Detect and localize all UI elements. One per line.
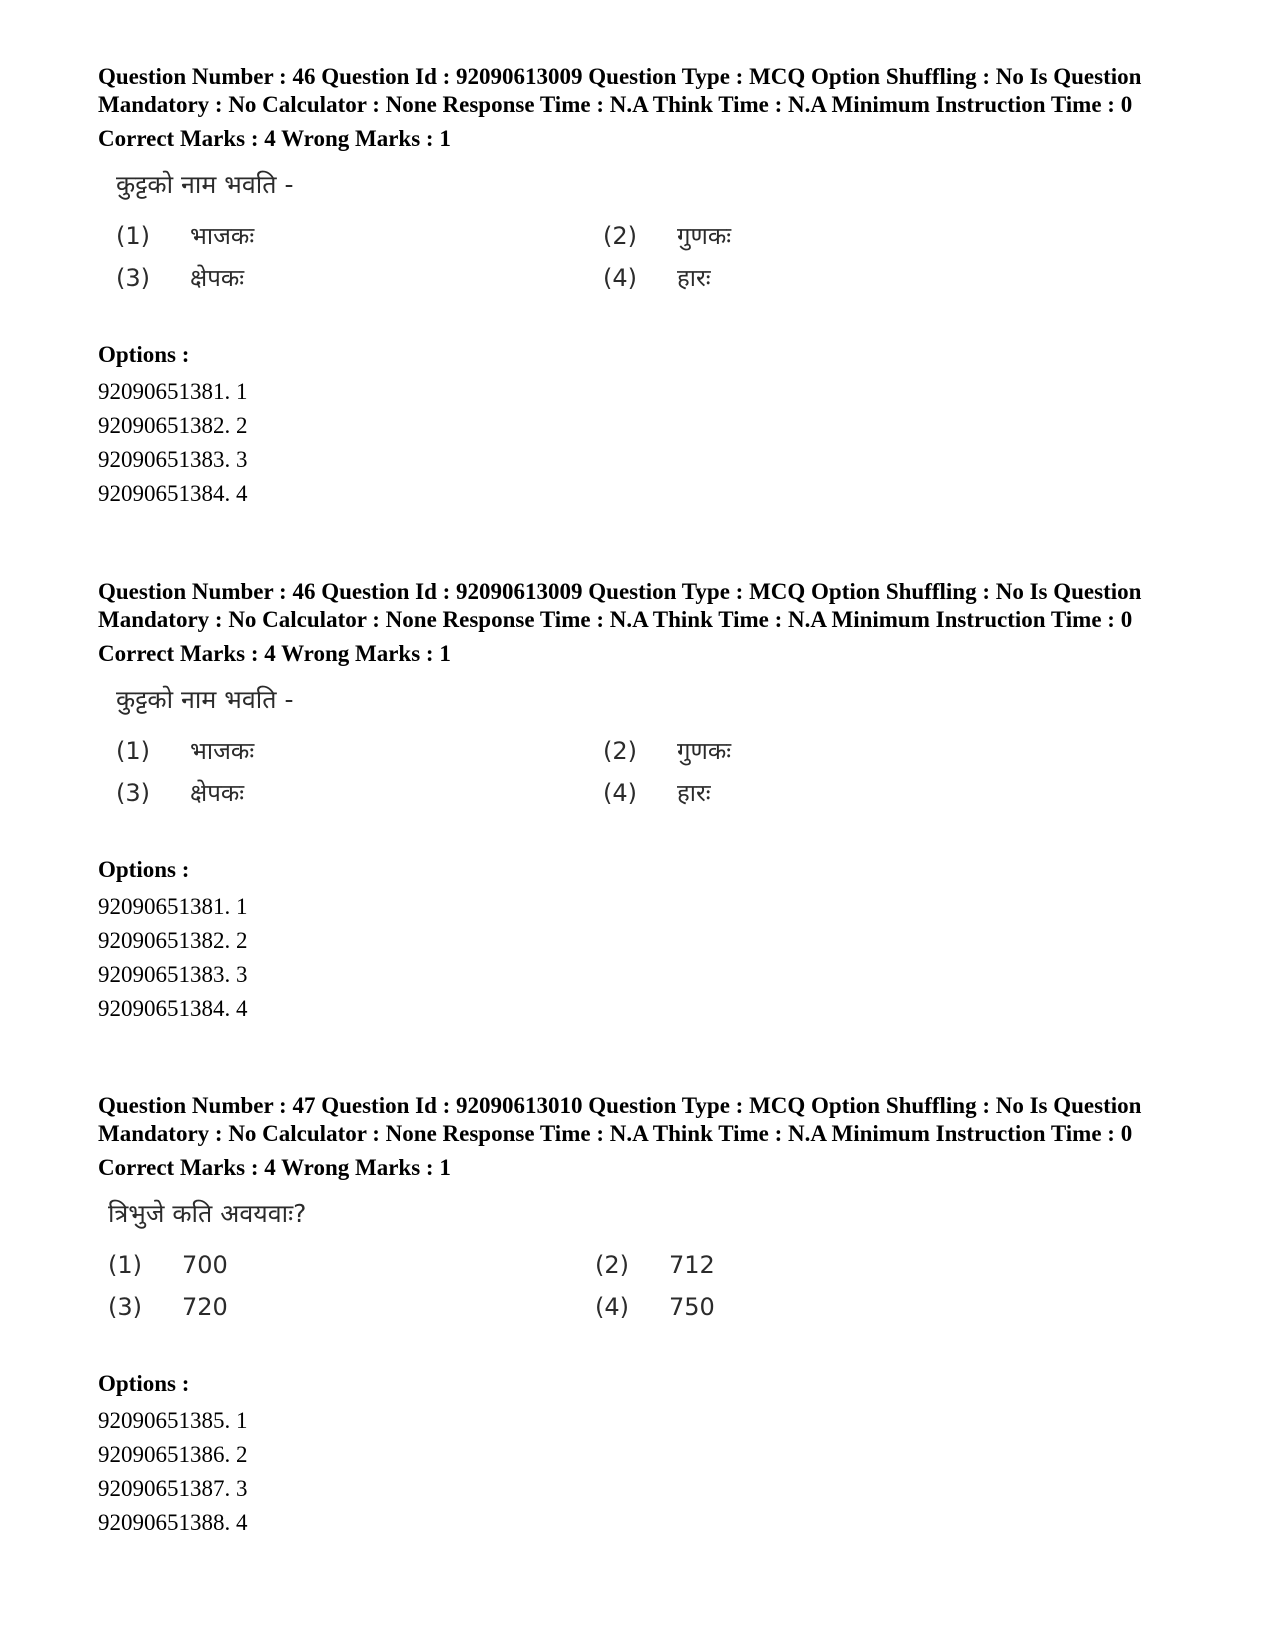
option-item: 92090651381. 1 [98, 894, 248, 919]
question-block [98, 578, 1188, 1026]
choice-text: हारः [677, 264, 711, 292]
option-item: 92090651387. 3 [98, 1476, 248, 1501]
question-text: कुट्टको नाम भवति - [116, 685, 294, 714]
choice-number: (4) [603, 779, 637, 807]
option-item: 92090651381. 1 [98, 379, 248, 404]
option-item: 92090651384. 4 [98, 996, 248, 1021]
option-item: 92090651385. 1 [98, 1408, 248, 1433]
choice-1 [108, 1250, 228, 1280]
option-item: 92090651382. 2 [98, 928, 248, 953]
choice-text: भाजकः [190, 222, 255, 250]
question-header: Question Number : 46 Question Id : 92090613009 Question Type : MCQ Option Shuffling : No Is Question Mandatory : No Calculator : None Response Time : N.A Think Time : N.A Minimum Instruction Time : 0 [98, 579, 1142, 632]
choice-number: (1) [108, 1251, 142, 1279]
options-label: Options : [98, 1371, 190, 1396]
choice-2 [595, 1250, 715, 1280]
option-item: 92090651386. 2 [98, 1442, 248, 1467]
question-image [98, 1192, 1188, 1342]
choice-number: (1) [116, 222, 150, 250]
choice-text: 720 [182, 1293, 228, 1321]
choice-text: 750 [669, 1293, 715, 1321]
options-list [98, 375, 1188, 511]
choice-number: (4) [595, 1293, 629, 1321]
choice-2 [603, 221, 731, 251]
choice-4 [603, 263, 711, 293]
question-image [98, 163, 1188, 313]
choice-text: क्षेपकः [190, 264, 245, 292]
options-list [98, 1404, 1188, 1540]
choice-number: (3) [108, 1293, 142, 1321]
choice-text: गुणकः [677, 737, 732, 765]
choice-number: (2) [603, 737, 637, 765]
choice-text: हारः [677, 779, 711, 807]
option-item: 92090651383. 3 [98, 962, 248, 987]
options-label: Options : [98, 342, 190, 367]
choice-1 [116, 221, 254, 251]
question-text: कुट्टको नाम भवति - [116, 170, 294, 199]
choice-1 [116, 736, 254, 766]
question-image [98, 678, 1188, 828]
choice-text: 700 [182, 1251, 228, 1279]
question-text: त्रिभुजे कति अवयवाः? [108, 1199, 307, 1228]
option-item: 92090651384. 4 [98, 481, 248, 506]
question-marks: Correct Marks : 4 Wrong Marks : 1 [98, 641, 451, 666]
question-header: Question Number : 46 Question Id : 92090613009 Question Type : MCQ Option Shuffling : No Is Question Mandatory : No Calculator : None Response Time : N.A Think Time : N.A Minimum Instruction Time : 0 [98, 64, 1142, 117]
choice-3 [108, 1292, 228, 1322]
choice-text: क्षेपकः [190, 779, 245, 807]
question-block [98, 1092, 1188, 1540]
choice-number: (3) [116, 264, 150, 292]
choice-3 [116, 778, 244, 808]
question-block [98, 63, 1188, 511]
choice-text: गुणकः [677, 222, 732, 250]
choice-number: (4) [603, 264, 637, 292]
option-item: 92090651383. 3 [98, 447, 248, 472]
choice-3 [116, 263, 244, 293]
choice-number: (2) [595, 1251, 629, 1279]
option-item: 92090651382. 2 [98, 413, 248, 438]
choice-number: (1) [116, 737, 150, 765]
choice-text: भाजकः [190, 737, 255, 765]
option-item: 92090651388. 4 [98, 1510, 248, 1535]
choice-number: (3) [116, 779, 150, 807]
options-label: Options : [98, 857, 190, 882]
choice-4 [595, 1292, 715, 1322]
choice-2 [603, 736, 731, 766]
choice-4 [603, 778, 711, 808]
choice-text: 712 [669, 1251, 715, 1279]
question-marks: Correct Marks : 4 Wrong Marks : 1 [98, 1155, 451, 1180]
question-header: Question Number : 47 Question Id : 92090613010 Question Type : MCQ Option Shuffling : No Is Question Mandatory : No Calculator : None Response Time : N.A Think Time : N.A Minimum Instruction Time : 0 [98, 1093, 1142, 1146]
options-list [98, 890, 1188, 1026]
question-marks: Correct Marks : 4 Wrong Marks : 1 [98, 126, 451, 151]
choice-number: (2) [603, 222, 637, 250]
